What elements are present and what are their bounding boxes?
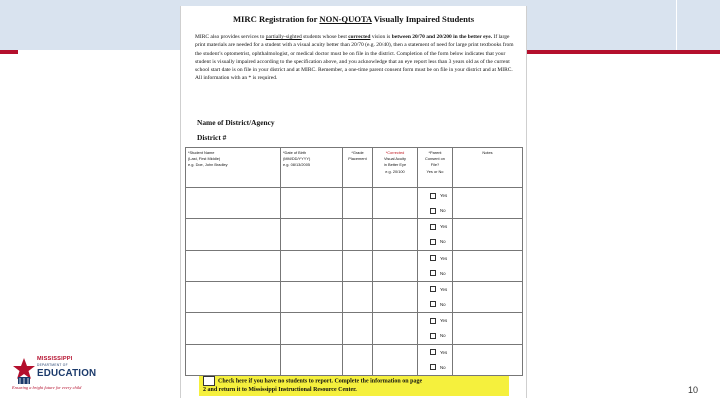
no-students-checkbox[interactable]	[203, 376, 215, 386]
checkbox-icon[interactable]	[430, 224, 436, 230]
table-row	[186, 188, 523, 219]
student-name-cell[interactable]	[186, 344, 281, 375]
page-number: 10	[688, 385, 699, 395]
consent-cell	[418, 188, 453, 219]
consent-cell	[418, 219, 453, 250]
consent-cell	[418, 281, 453, 312]
student-name-cell[interactable]	[186, 281, 281, 312]
intro-paragraph: MIRC also provides services to partially-sighted students whose best corrected vision is between 20/70 and 20/200 in the better eye. If large print materials are needed for a student with a visual acuity better than 20/70 (e.g. 20/40), then a statement of need for large print textbooks from the student’s optometrist, ophthalmologist, or medical doctor must be on file in the district. Completion of the form below indicates that your student is visually impaired according to the specification above, and you acknowledge that an eye report less than 3 years old as of the current school start date is on file in your district and at MIRC. Remember, a one-time parent consent form must be on file in your district and at MIRC. All information with an * is required.	[195, 34, 514, 82]
consent-yes-option[interactable]: Yes	[430, 345, 452, 360]
table-row	[186, 344, 523, 375]
dob-cell[interactable]	[281, 344, 343, 375]
accent-bar-right	[524, 50, 720, 54]
student-name-cell[interactable]	[186, 250, 281, 281]
table-header-row	[186, 148, 523, 188]
consent-no-option[interactable]: No	[430, 328, 452, 343]
district-number-heading: District #	[197, 133, 227, 142]
notes-cell[interactable]	[453, 188, 523, 219]
checkbox-icon[interactable]	[430, 255, 436, 261]
mde-logo	[12, 356, 102, 400]
grade-cell[interactable]	[343, 219, 373, 250]
header-divider	[676, 0, 677, 50]
notes-cell[interactable]	[453, 344, 523, 375]
consent-yes-option[interactable]: Yes	[430, 282, 452, 297]
notes-cell[interactable]	[453, 313, 523, 344]
col-header-visual-acuity: *Corrected Visual Acuity in Better Eye e.g. 20/100	[373, 148, 418, 188]
acuity-cell[interactable]	[373, 188, 418, 219]
notes-cell[interactable]	[453, 281, 523, 312]
consent-cell	[418, 344, 453, 375]
table-row	[186, 313, 523, 344]
consent-cell	[418, 313, 453, 344]
col-header-grade: *Grade Placement	[343, 148, 373, 188]
acuity-cell[interactable]	[373, 250, 418, 281]
checkbox-icon[interactable]	[430, 349, 436, 355]
grade-cell[interactable]	[343, 250, 373, 281]
consent-yes-option[interactable]: Yes	[430, 251, 452, 266]
acuity-cell[interactable]	[373, 313, 418, 344]
form-title: MIRC Registration for NON-QUOTA Visually Impaired Students	[232, 14, 475, 24]
notes-cell[interactable]	[453, 219, 523, 250]
checkbox-icon[interactable]	[430, 239, 436, 245]
star-seal-icon	[12, 357, 36, 385]
logo-education: EDUCATION	[37, 368, 97, 379]
consent-no-option[interactable]: No	[430, 266, 452, 281]
table-row	[186, 219, 523, 250]
checkbox-icon[interactable]	[430, 333, 436, 339]
no-students-callout: Check here if you have no students to report. Complete the information on page 2 and return it to Mississippi Instructional Resource Center.	[199, 376, 509, 396]
checkbox-icon[interactable]	[430, 318, 436, 324]
grade-cell[interactable]	[343, 281, 373, 312]
checkbox-icon[interactable]	[430, 364, 436, 370]
dob-cell[interactable]	[281, 188, 343, 219]
checkbox-icon[interactable]	[430, 286, 436, 292]
registration-form-image	[180, 6, 527, 398]
consent-no-option[interactable]: No	[430, 203, 452, 218]
grade-cell[interactable]	[343, 188, 373, 219]
checkbox-icon[interactable]	[430, 208, 436, 214]
checkbox-icon[interactable]	[430, 301, 436, 307]
logo-tagline: Ensuring a bright future for every child	[12, 385, 82, 390]
consent-yes-option[interactable]: Yes	[430, 313, 452, 328]
checkbox-icon[interactable]	[430, 193, 436, 199]
student-name-cell[interactable]	[186, 313, 281, 344]
dob-cell[interactable]	[281, 219, 343, 250]
col-header-student-name: *Student Name (Last, First Middle) e.g. Doe, John Bradley	[186, 148, 281, 188]
acuity-cell[interactable]	[373, 344, 418, 375]
dob-cell[interactable]	[281, 250, 343, 281]
consent-no-option[interactable]: No	[430, 234, 452, 249]
consent-no-option[interactable]: No	[430, 360, 452, 375]
col-header-date-of-birth: *Date of Birth (MM/DD/YYYY) e.g. 08/13/2005	[281, 148, 343, 188]
student-name-cell[interactable]	[186, 219, 281, 250]
logo-name: MISSISSIPPI	[37, 356, 73, 362]
consent-yes-option[interactable]: Yes	[430, 219, 452, 234]
acuity-cell[interactable]	[373, 281, 418, 312]
grade-cell[interactable]	[343, 344, 373, 375]
table-row	[186, 281, 523, 312]
student-name-cell[interactable]	[186, 188, 281, 219]
grade-cell[interactable]	[343, 313, 373, 344]
col-header-parent-consent: *Parent Consent on File? Yes or No	[418, 148, 453, 188]
consent-yes-option[interactable]: Yes	[430, 188, 452, 203]
accent-bar-left	[0, 50, 18, 54]
name-of-district-heading: Name of District/Agency	[197, 118, 275, 127]
consent-cell	[418, 250, 453, 281]
logo-dept: DEPARTMENT OF	[37, 363, 68, 367]
checkbox-icon[interactable]	[430, 270, 436, 276]
notes-cell[interactable]	[453, 250, 523, 281]
consent-no-option[interactable]: No	[430, 297, 452, 312]
dob-cell[interactable]	[281, 313, 343, 344]
col-header-notes: Notes	[453, 148, 523, 188]
dob-cell[interactable]	[281, 281, 343, 312]
acuity-cell[interactable]	[373, 219, 418, 250]
registration-table	[185, 147, 523, 376]
table-row	[186, 250, 523, 281]
